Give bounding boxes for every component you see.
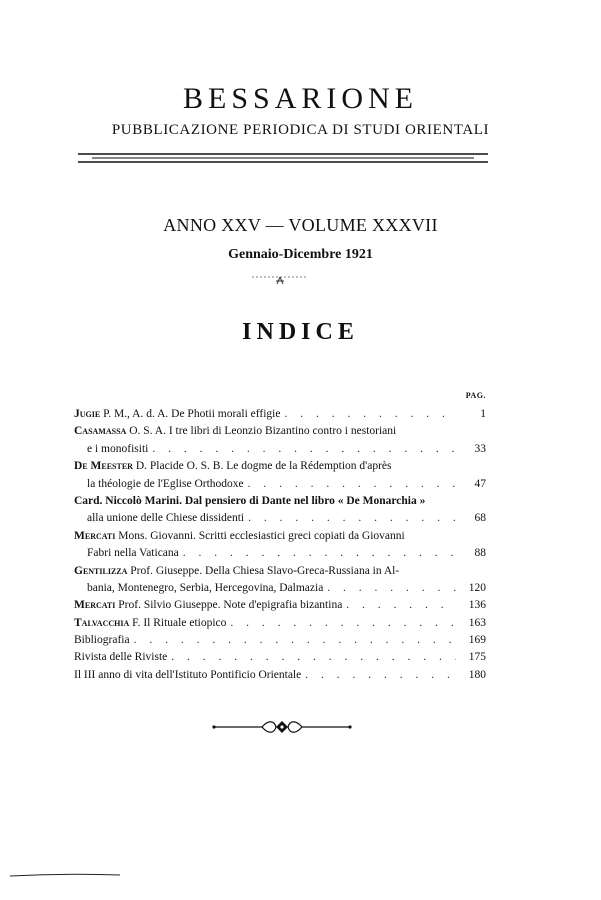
leader-dots xyxy=(244,476,456,493)
toc-page-number: 68 xyxy=(474,512,486,525)
toc-page-number: 136 xyxy=(468,599,486,612)
toc-entry xyxy=(74,493,486,510)
toc-page-number: 88 xyxy=(474,547,486,560)
toc-author: De Meester xyxy=(74,460,133,473)
toc-entry xyxy=(74,406,486,423)
toc-entry-continuation xyxy=(74,510,486,527)
toc-title: la théologie de l'Eglise Orthodoxe xyxy=(87,477,244,490)
toc-title: Bibliografia xyxy=(74,634,130,647)
toc-title: Mons. Giovanni. Scritti ecclesiastici greci copiati da Giovanni xyxy=(115,529,405,542)
leader-dots xyxy=(179,545,456,562)
small-ornament xyxy=(250,271,310,287)
toc-title: O. S. A. I tre libri di Leonzio Bizantino contro i nestoriani xyxy=(126,425,397,438)
toc-title: Il III anno di vita dell'Istituto Pontificio Orientale xyxy=(74,668,302,681)
index-heading: INDICE xyxy=(242,319,359,345)
toc-author: Casamassa xyxy=(74,425,127,438)
table-of-contents xyxy=(74,406,486,684)
toc-title: e i monofisiti xyxy=(87,442,149,455)
toc-entry xyxy=(74,667,486,684)
leader-dots xyxy=(226,615,456,632)
toc-entry xyxy=(74,597,486,614)
toc-entry-continuation xyxy=(74,476,486,493)
journal-subtitle: PUBBLICAZIONE PERIODICA DI STUDI ORIENTALI xyxy=(111,122,490,138)
journal-title: BESSARIONE xyxy=(182,82,419,115)
leader-dots xyxy=(244,510,456,527)
toc-entry xyxy=(74,649,486,666)
toc-page-number: 1 xyxy=(480,408,486,420)
toc-page-number: 175 xyxy=(468,651,486,664)
toc-title: bania, Montenegro, Serbia, Hercegovina, Dalmazia xyxy=(87,581,324,594)
toc-entry-continuation xyxy=(74,545,486,562)
volume-line: ANNO XXV — VOLUME XXXVII xyxy=(163,215,438,235)
toc-page-number: 180 xyxy=(468,668,486,681)
toc-title: D. Placide O. S. B. Le dogme de la Rédemption d'après xyxy=(132,460,392,473)
toc-author: Mercati xyxy=(74,599,116,612)
leader-dots xyxy=(323,580,456,597)
toc-title: F. Il Rituale etiopico xyxy=(129,616,227,629)
toc-page-number: 163 xyxy=(468,616,486,629)
toc-title: Prof. Silvio Giuseppe. Note d'epigrafia bizantina xyxy=(115,599,343,612)
leader-dots xyxy=(342,597,456,614)
toc-title: Card. Niccolò Marini. Dal pensiero di Dante nel libro « De Monarchia » xyxy=(74,494,426,507)
toc-title: alla unione delle Chiese dissidenti xyxy=(87,512,245,525)
toc-entry xyxy=(74,615,486,632)
toc-title: Rivista delle Riviste xyxy=(74,651,168,664)
leader-dots xyxy=(280,406,456,423)
toc-entry xyxy=(74,563,486,580)
toc-page-number: 47 xyxy=(474,477,486,490)
toc-author: Talvacchia xyxy=(74,616,130,629)
leader-dots xyxy=(167,649,456,666)
toc-entry-continuation xyxy=(74,441,486,458)
toc-page-number: 33 xyxy=(474,442,486,455)
toc-entry-continuation xyxy=(74,580,486,597)
leader-dots xyxy=(130,632,456,649)
toc-title: Fabri nella Vaticana xyxy=(87,547,179,560)
toc-author: Mercati xyxy=(74,529,116,542)
edge-pen-stroke xyxy=(10,872,120,878)
leader-dots xyxy=(301,667,456,684)
toc-page-number: 169 xyxy=(468,634,486,647)
double-rule-ornament xyxy=(78,150,488,166)
toc-entry xyxy=(74,632,486,649)
leader-dots xyxy=(148,441,456,458)
toc-title: P. M., A. d. A. De Photii morali effigie xyxy=(100,408,281,420)
page-column-label: PAG. xyxy=(465,391,486,400)
toc-entry xyxy=(74,458,486,475)
toc-author: Jugie xyxy=(74,408,101,420)
volume-dates: Gennaio-Dicembre 1921 xyxy=(228,247,373,262)
end-ornament xyxy=(212,718,352,736)
toc-page-number: 120 xyxy=(468,581,486,594)
toc-entry xyxy=(74,528,486,545)
toc-author: Gentilizza xyxy=(74,564,128,577)
toc-title: Prof. Giuseppe. Della Chiesa Slavo-Greca-Russiana in Al- xyxy=(127,564,400,577)
toc-entry xyxy=(74,423,486,440)
